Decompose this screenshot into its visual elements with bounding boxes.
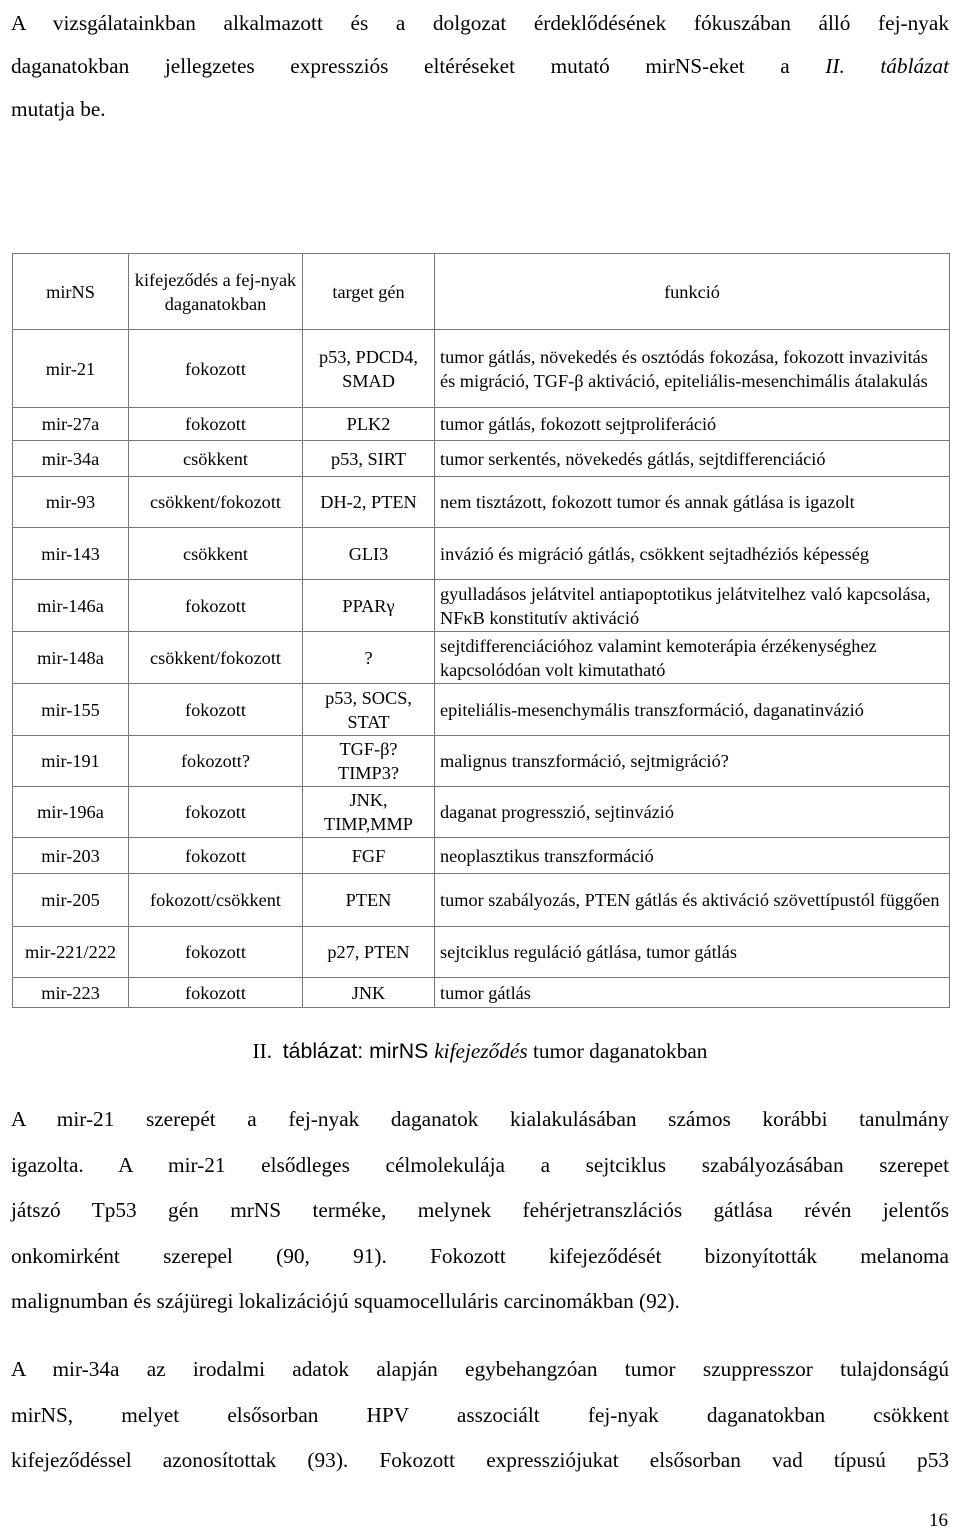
cell-mirna: mir-221/222 — [13, 927, 129, 978]
cell-target-gene: FGF — [303, 838, 435, 874]
table-row — [13, 684, 950, 736]
table-row — [13, 580, 950, 632]
cell-mirna: mir-205 — [13, 874, 129, 927]
table-row — [13, 330, 950, 408]
cell-function: tumor gátlás, növekedés és osztódás fokozása, fokozott invazivitás és migráció, TGF-β aktiváció, epiteliális-mesenchimális átalakulás — [435, 330, 950, 408]
caption-italic: kifejeződés — [434, 1039, 528, 1063]
cell-function: sejtdifferenciációhoz valamint kemoterápia érzékenységhez kapcsolódóan volt kimutatható — [435, 632, 950, 684]
cell-target-gene: PPARγ — [303, 580, 435, 632]
cell-target-gene: p53, SOCS, STAT — [303, 684, 435, 736]
table-row — [13, 408, 950, 441]
header-target-gene: target gén — [303, 254, 435, 330]
intro-paragraph — [11, 2, 949, 131]
mirna-table — [12, 253, 950, 1008]
table-row — [13, 528, 950, 580]
intro-line-text: daganatokban jellegzetes expressziós eltéréseket mutató mirNS-eket a — [11, 54, 826, 78]
cell-function: tumor serkentés, növekedés gátlás, sejtdifferenciáció — [435, 441, 950, 477]
paragraph-line: játszó Tp53 gén mrNS terméke, melynek fehérjetranszlációs gátlása révén jelentős — [11, 1198, 949, 1222]
cell-target-gene: p27, PTEN — [303, 927, 435, 978]
table-row — [13, 978, 950, 1008]
cell-mirna: mir-93 — [13, 477, 129, 528]
cell-mirna: mir-196a — [13, 787, 129, 838]
table-row — [13, 874, 950, 927]
cell-function: epiteliális-mesenchymális transzformáció, daganatinvázió — [435, 684, 950, 736]
cell-expression: csökkent/fokozott — [129, 632, 303, 684]
cell-function: daganat progresszió, sejtinvázió — [435, 787, 950, 838]
paragraph-line: malignumban és szájüregi lokalizációjú squamocelluláris carcinomákban (92). — [11, 1289, 680, 1313]
intro-line: mutatja be. — [11, 97, 106, 121]
page-number: 16 — [929, 1510, 948, 1531]
cell-expression: fokozott — [129, 838, 303, 874]
header-mirna: mirNS — [13, 254, 129, 330]
header-expression: kifejeződés a fej-nyak daganatokban — [129, 254, 303, 330]
cell-function: invázió és migráció gátlás, csökkent sejtadhéziós képesség — [435, 528, 950, 580]
cell-expression: csökkent — [129, 528, 303, 580]
cell-target-gene: PLK2 — [303, 408, 435, 441]
paragraph-mir34a — [11, 1347, 949, 1484]
cell-mirna: mir-27a — [13, 408, 129, 441]
table-row — [13, 838, 950, 874]
cell-function: sejtciklus reguláció gátlása, tumor gátlás — [435, 927, 950, 978]
paragraph-line: A mir-34a az irodalmi adatok alapján egybehangzóan tumor szuppresszor tulajdonságú — [11, 1357, 949, 1381]
cell-target-gene: JNK — [303, 978, 435, 1008]
paragraph-mir21 — [11, 1097, 949, 1325]
cell-function: tumor szabályozás, PTEN gátlás és aktiváció szövettípustól függően — [435, 874, 950, 927]
table-row — [13, 632, 950, 684]
intro-line — [11, 45, 949, 88]
cell-target-gene: PTEN — [303, 874, 435, 927]
cell-function: gyulladásos jelátvitel antiapoptotikus jelátvitelhez való kapcsolása, NFκB konstitutív aktiváció — [435, 580, 950, 632]
cell-target-gene: TGF-β? TIMP3? — [303, 736, 435, 787]
table-caption — [0, 1036, 960, 1066]
cell-target-gene: JNK, TIMP,MMP — [303, 787, 435, 838]
paragraph-line: igazolta. A mir-21 elsődleges célmolekulája a sejtciklus szabályozásában szerepet — [11, 1152, 949, 1177]
cell-expression: csökkent — [129, 441, 303, 477]
table-row — [13, 787, 950, 838]
table-row — [13, 441, 950, 477]
cell-expression: csökkent/fokozott — [129, 477, 303, 528]
cell-expression: fokozott — [129, 330, 303, 408]
cell-function: malignus transzformáció, sejtmigráció? — [435, 736, 950, 787]
cell-expression: fokozott? — [129, 736, 303, 787]
intro-line: A vizsgálatainkban alkalmazott és a dolgozat érdeklődésének fókuszában álló fej-nyak — [11, 11, 949, 35]
paragraph-line: A mir-21 szerepét a fej-nyak daganatok kialakulásában számos korábbi tanulmány — [11, 1107, 949, 1131]
caption-text: táblázat: mirNS — [282, 1039, 435, 1063]
table-row — [13, 477, 950, 528]
cell-expression: fokozott — [129, 787, 303, 838]
cell-target-gene: DH-2, PTEN — [303, 477, 435, 528]
cell-function: tumor gátlás, fokozott sejtproliferáció — [435, 408, 950, 441]
cell-mirna: mir-148a — [13, 632, 129, 684]
cell-mirna: mir-191 — [13, 736, 129, 787]
table-header-row — [13, 254, 950, 330]
cell-mirna: mir-21 — [13, 330, 129, 408]
cell-target-gene: p53, SIRT — [303, 441, 435, 477]
cell-expression: fokozott/csökkent — [129, 874, 303, 927]
cell-expression: fokozott — [129, 408, 303, 441]
cell-mirna: mir-34a — [13, 441, 129, 477]
cell-expression: fokozott — [129, 978, 303, 1008]
caption-label: II. — [252, 1039, 273, 1063]
cell-mirna: mir-146a — [13, 580, 129, 632]
table-row — [13, 736, 950, 787]
cell-mirna: mir-143 — [13, 528, 129, 580]
cell-mirna: mir-155 — [13, 684, 129, 736]
cell-target-gene: ? — [303, 632, 435, 684]
table-row — [13, 927, 950, 978]
paragraph-line: mirNS, melyet elsősorban HPV asszociált fej-nyak daganatokban csökkent — [11, 1402, 949, 1427]
cell-target-gene: GLI3 — [303, 528, 435, 580]
cell-target-gene: p53, PDCD4, SMAD — [303, 330, 435, 408]
cell-expression: fokozott — [129, 684, 303, 736]
table-reference: II. táblázat — [825, 54, 949, 78]
paragraph-line: kifejeződéssel azonosítottak (93). Fokozott expressziójukat elsősorban vad típusú p53 — [11, 1448, 949, 1472]
cell-function: tumor gátlás — [435, 978, 950, 1008]
cell-mirna: mir-223 — [13, 978, 129, 1008]
cell-function: neoplasztikus transzformáció — [435, 838, 950, 874]
header-function: funkció — [435, 254, 950, 330]
caption-text-end: tumor daganatokban — [527, 1039, 708, 1063]
cell-expression: fokozott — [129, 580, 303, 632]
cell-expression: fokozott — [129, 927, 303, 978]
cell-function: nem tisztázott, fokozott tumor és annak gátlása is igazolt — [435, 477, 950, 528]
paragraph-line: onkomirként szerepel (90, 91). Fokozott kifejeződését bizonyították melanoma — [11, 1243, 949, 1268]
cell-mirna: mir-203 — [13, 838, 129, 874]
